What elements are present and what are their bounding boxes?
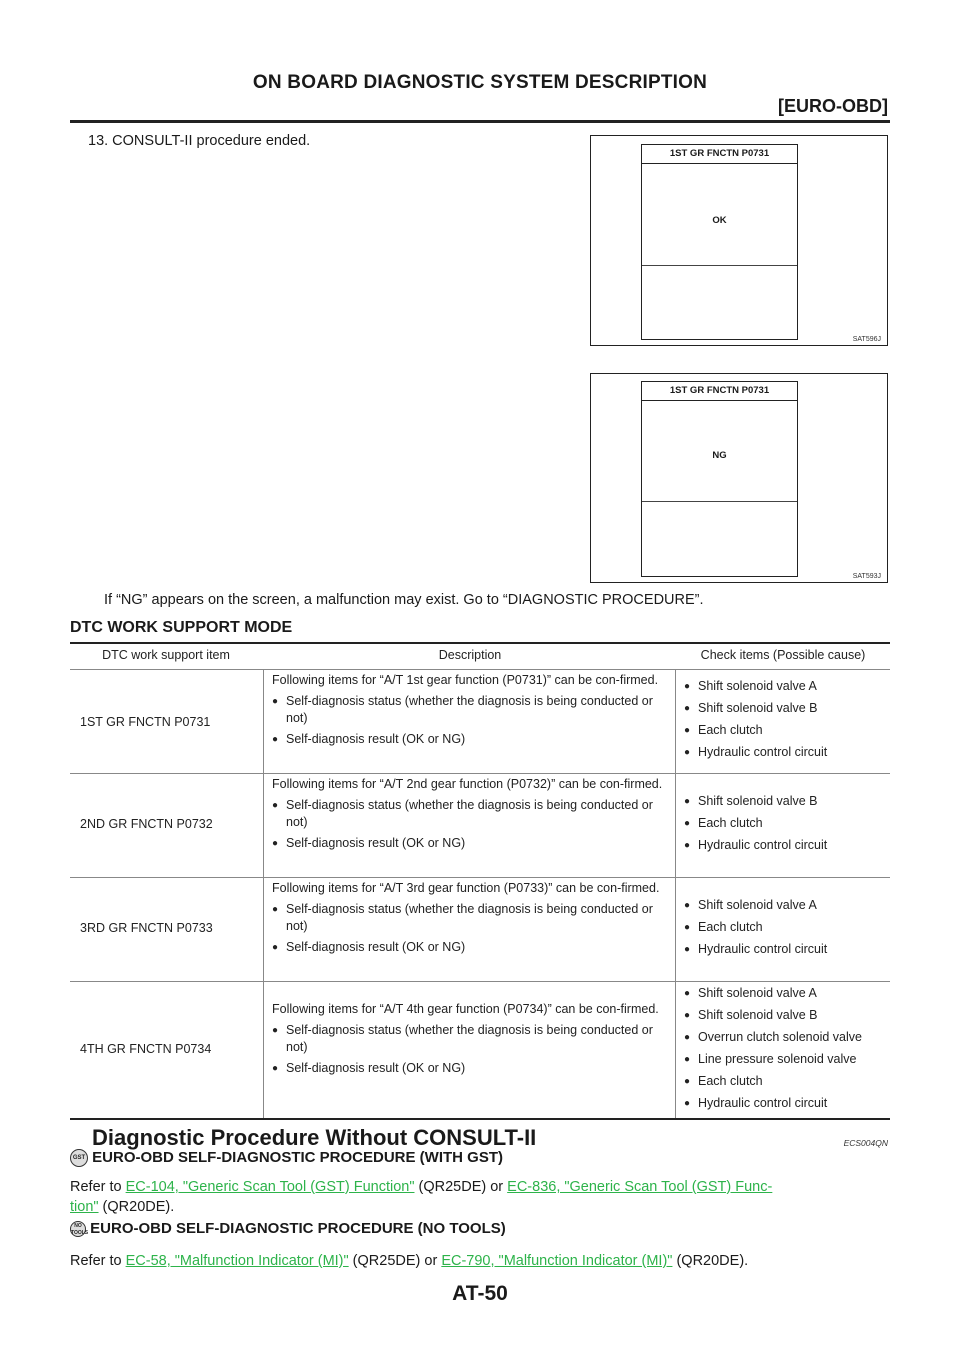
check-item: ● Shift solenoid valve B: [684, 1007, 884, 1024]
row-4-checks: [684, 985, 884, 1112]
check-item: ● Line pressure solenoid valve: [684, 1051, 884, 1068]
table-row-rule: [70, 773, 890, 774]
header-rule: [70, 120, 890, 123]
row-1-item: 1ST GR FNCTN P0731: [80, 715, 211, 729]
row-1-checks: [684, 678, 884, 761]
screen-divider: [642, 265, 797, 266]
text: Refer to: [70, 1179, 126, 1195]
row-description-intro: Following items for “A/T 2nd gear function (P0732)” can be con-firmed.: [272, 777, 663, 791]
text: (QR25DE) or: [414, 1179, 508, 1195]
check-item: ● Hydraulic control circuit: [684, 1095, 884, 1112]
description-bullet: ● Self-diagnosis status (whether the diagnosis is being conducted or not): [272, 901, 672, 935]
consult-screen-ng: [641, 381, 798, 577]
link-ec-104[interactable]: EC-104, "Generic Scan Tool (GST) Function": [125, 1179, 415, 1195]
consult-screen-ok: [641, 144, 798, 340]
link-ec-58[interactable]: EC-58, "Malfunction Indicator (MI)": [125, 1253, 349, 1269]
screen-caption: 1ST GR FNCTN P0731: [642, 145, 797, 164]
step-13-text: 13. CONSULT-II procedure ended.: [88, 133, 311, 149]
gst-procedure-title: EURO-OBD SELF-DIAGNOSTIC PROCEDURE (WITH GST): [92, 1149, 503, 1166]
check-item: ● Each clutch: [684, 722, 884, 739]
check-item: ● Hydraulic control circuit: [684, 837, 884, 854]
screen-caption: 1ST GR FNCTN P0731: [642, 382, 797, 401]
description-bullet: ● Self-diagnosis result (OK or NG): [272, 939, 672, 956]
page-number: AT-50: [452, 1282, 508, 1305]
check-item: ● Shift solenoid valve A: [684, 678, 884, 695]
row-2-item: 2ND GR FNCTN P0732: [80, 817, 213, 831]
row-4-item: 4TH GR FNCTN P0734: [80, 1042, 212, 1056]
no-tools-icon: NO TOOLS: [71, 1223, 89, 1237]
text: (QR25DE) or: [348, 1253, 442, 1269]
link-ec-790[interactable]: EC-790, "Malfunction Indicator (MI)": [441, 1253, 673, 1269]
row-3-item: 3RD GR FNCTN P0733: [80, 921, 213, 935]
figure-ok-screen: [590, 135, 888, 346]
check-item: ● Shift solenoid valve B: [684, 700, 884, 717]
row-1-description: [272, 672, 672, 748]
screen-divider: [642, 501, 797, 502]
table-row-rule: [70, 981, 890, 982]
row-2-checks: [684, 793, 884, 854]
ng-note: If “NG” appears on the screen, a malfunction may exist. Go to “DIAGNOSTIC PROCEDURE”.: [104, 592, 704, 608]
screen-result-value: NG: [712, 450, 727, 461]
no-tools-procedure-heading: [70, 1220, 506, 1237]
text: (QR20DE).: [98, 1199, 175, 1215]
col-header-check-items: Check items (Possible cause): [700, 648, 866, 662]
page-header-subtitle: [EURO-OBD]: [778, 96, 888, 116]
check-item: ● Hydraulic control circuit: [684, 941, 884, 958]
gst-procedure-heading: [70, 1149, 503, 1167]
description-bullet: ● Self-diagnosis result (OK or NG): [272, 835, 672, 852]
check-item: ● Shift solenoid valve A: [684, 985, 884, 1002]
table-col-line: [675, 669, 676, 1118]
dtc-section-title: DTC WORK SUPPORT MODE: [70, 619, 293, 636]
row-2-description: [272, 776, 672, 852]
description-bullet: ● Self-diagnosis result (OK or NG): [272, 1060, 672, 1077]
screen-result-value: OK: [712, 215, 727, 226]
check-item: ● Shift solenoid valve A: [684, 897, 884, 914]
row-3-description: [272, 880, 672, 956]
row-3-checks: [684, 897, 884, 958]
table-col-line: [263, 669, 264, 1118]
table-row-rule: [70, 877, 890, 878]
gst-icon: GST: [70, 1149, 88, 1167]
check-item: ● Each clutch: [684, 919, 884, 936]
col-header-description: Description: [438, 648, 502, 662]
table-bottom-rule: [70, 1118, 890, 1120]
description-bullet: ● Self-diagnosis status (whether the diagnosis is being conducted or not): [272, 1022, 672, 1056]
row-description-intro: Following items for “A/T 3rd gear function (P0733)” can be con-firmed.: [272, 881, 660, 895]
check-item: ● Hydraulic control circuit: [684, 744, 884, 761]
table-top-rule: [70, 642, 890, 644]
description-bullet: ● Self-diagnosis status (whether the diagnosis is being conducted or not): [272, 693, 672, 727]
description-bullet: ● Self-diagnosis status (whether the diagnosis is being conducted or not): [272, 797, 672, 831]
check-item: ● Each clutch: [684, 1073, 884, 1090]
diag-section-title: Diagnostic Procedure Without CONSULT-II: [92, 1125, 537, 1150]
col-header-item: DTC work support item: [102, 648, 230, 662]
figure-code: SAT593J: [852, 573, 881, 580]
gst-reference: [70, 1177, 892, 1217]
check-item: ● Overrun clutch solenoid valve: [684, 1029, 884, 1046]
page-header-title: ON BOARD DIAGNOSTIC SYSTEM DESCRIPTION: [252, 72, 708, 93]
description-bullet: ● Self-diagnosis result (OK or NG): [272, 731, 672, 748]
text: Refer to: [70, 1253, 126, 1269]
link-ec-836-cont[interactable]: tion": [70, 1199, 99, 1215]
check-item: ● Each clutch: [684, 815, 884, 832]
row-description-intro: Following items for “A/T 1st gear function (P0731)” can be con-firmed.: [272, 673, 659, 687]
diag-section-code: ECS004QN: [843, 1138, 888, 1148]
figure-ng-screen: [590, 373, 888, 583]
figure-code: SAT596J: [852, 336, 881, 343]
table-header-rule: [70, 669, 890, 670]
no-tools-reference: [70, 1251, 892, 1271]
row-4-description: [272, 1001, 672, 1077]
link-ec-836[interactable]: EC-836, "Generic Scan Tool (GST) Func-: [507, 1179, 773, 1195]
no-tools-procedure-title: EURO-OBD SELF-DIAGNOSTIC PROCEDURE (NO TOOLS): [90, 1220, 506, 1237]
row-description-intro: Following items for “A/T 4th gear function (P0734)” can be con-firmed.: [272, 1002, 659, 1016]
check-item: ● Shift solenoid valve B: [684, 793, 884, 810]
text: (QR20DE).: [672, 1253, 749, 1269]
